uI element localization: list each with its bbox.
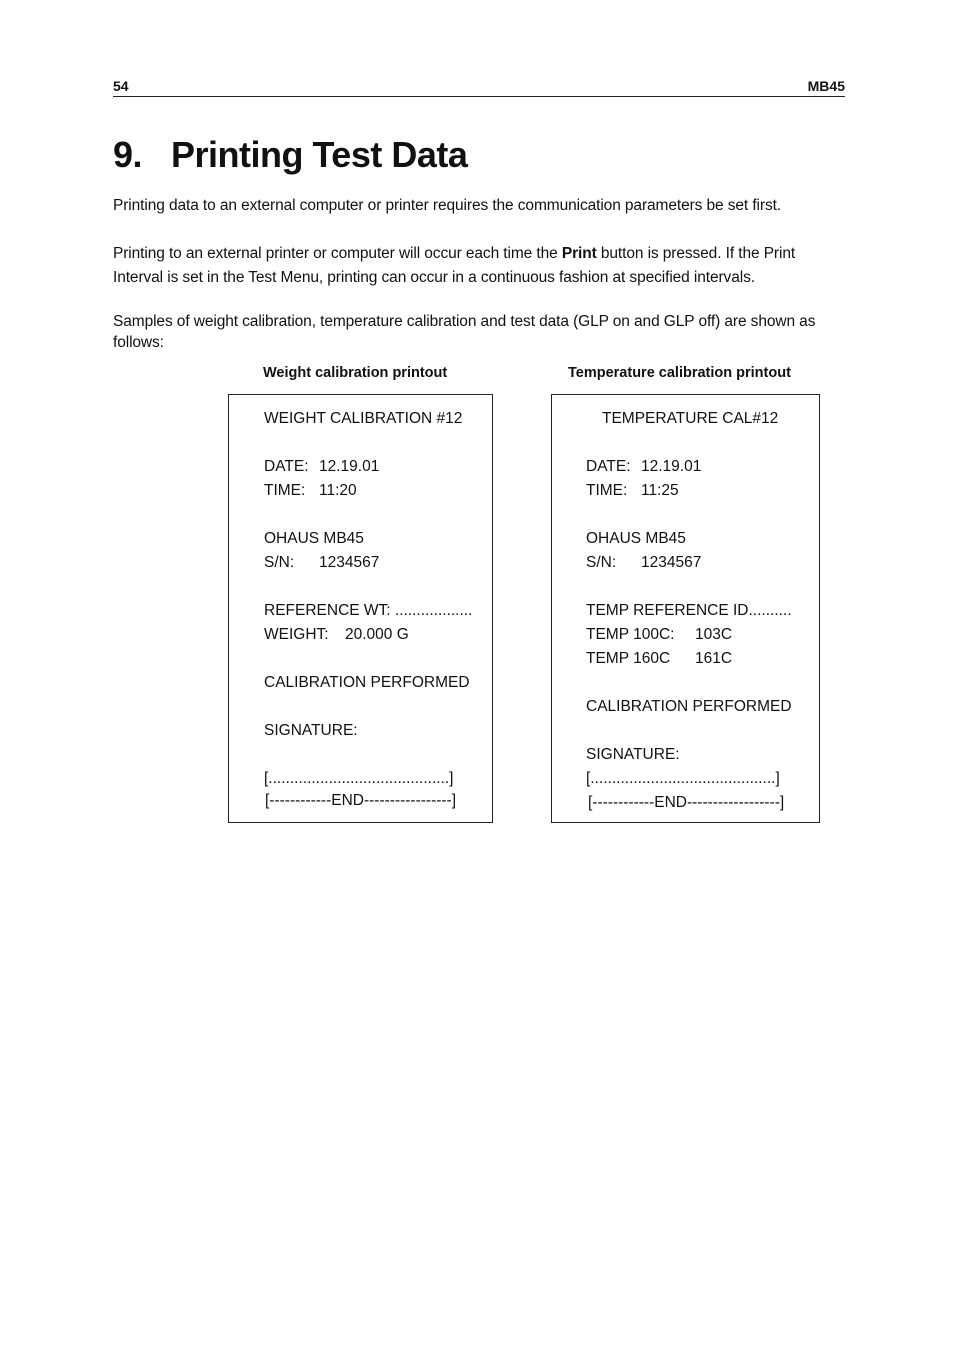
reference-line: TEMP REFERENCE ID.......... (586, 602, 792, 619)
serial-label: S/N: (264, 554, 295, 571)
chapter-number: 9. (113, 134, 143, 175)
temp-100-value: 103C (695, 626, 733, 643)
serial-value: 1234567 (319, 554, 380, 571)
calibration-status: CALIBRATION PERFORMED (264, 674, 470, 691)
printout-title: TEMPERATURE CAL#12 (602, 410, 779, 427)
end-line: [------------END-----------------] (265, 792, 457, 809)
end-line: [------------END------------------] (588, 794, 785, 811)
signature-line: [...........................................] (586, 770, 780, 787)
model-line: OHAUS MB45 (264, 530, 364, 547)
temp-160-value: 161C (695, 650, 733, 667)
time-line (586, 479, 679, 503)
temperature-printout-caption: Temperature calibration printout (568, 365, 791, 381)
date-label: DATE: (586, 458, 631, 475)
serial-value: 1234567 (641, 554, 702, 571)
time-line (264, 479, 357, 503)
serial-label: S/N: (586, 554, 617, 571)
temperature-calibration-printout (551, 394, 820, 823)
chapter-title-text: Printing Test Data (171, 134, 468, 175)
weight-printout-caption: Weight calibration printout (263, 365, 448, 381)
weight-calibration-printout (228, 394, 493, 823)
weight-label: WEIGHT: (264, 626, 329, 643)
chapter-title (113, 134, 467, 176)
reference-line: REFERENCE WT: .................. (264, 602, 473, 619)
paragraph-text: button is pressed. If the Print Interval is set in the Test Menu, printing can occur in a continuous fashion at specified intervals. (113, 245, 796, 286)
date-line (264, 455, 380, 479)
paragraph-text: Printing to an external printer or computer will occur each time the (113, 245, 562, 262)
printout-title: WEIGHT CALIBRATION #12 (264, 410, 463, 427)
model-line: OHAUS MB45 (586, 530, 686, 547)
weight-value: 20.000 G (345, 626, 409, 643)
serial-line (264, 551, 380, 575)
document-code: MB45 (807, 78, 845, 94)
calibration-status: CALIBRATION PERFORMED (586, 698, 792, 715)
temp-160-label: TEMP 160C (586, 650, 671, 667)
print-keyword: Print (561, 245, 597, 262)
signature-label: SIGNATURE: (586, 746, 680, 763)
temp-160-line (586, 647, 733, 671)
time-label: TIME: (586, 482, 628, 499)
signature-line: [..........................................] (264, 770, 454, 787)
date-value: 12.19.01 (641, 458, 702, 475)
date-label: DATE: (264, 458, 309, 475)
time-label: TIME: (264, 482, 306, 499)
print-button-paragraph (113, 242, 843, 290)
page-number: 54 (113, 78, 129, 94)
date-line (586, 455, 702, 479)
time-value: 11:20 (319, 482, 357, 499)
intro-paragraph: Printing data to an external computer or printer requires the communication parameters be set first. (113, 197, 782, 214)
samples-paragraph: Samples of weight calibration, temperature calibration and test data (GLP on and GLP off) are shown as follows: (113, 313, 816, 351)
date-value: 12.19.01 (319, 458, 380, 475)
serial-line (586, 551, 702, 575)
temp-100-line (586, 623, 733, 647)
time-value: 11:25 (641, 482, 679, 499)
page-header (113, 76, 845, 97)
weight-line (264, 623, 409, 647)
signature-label: SIGNATURE: (264, 722, 358, 739)
temp-100-label: TEMP 100C: (586, 626, 675, 643)
